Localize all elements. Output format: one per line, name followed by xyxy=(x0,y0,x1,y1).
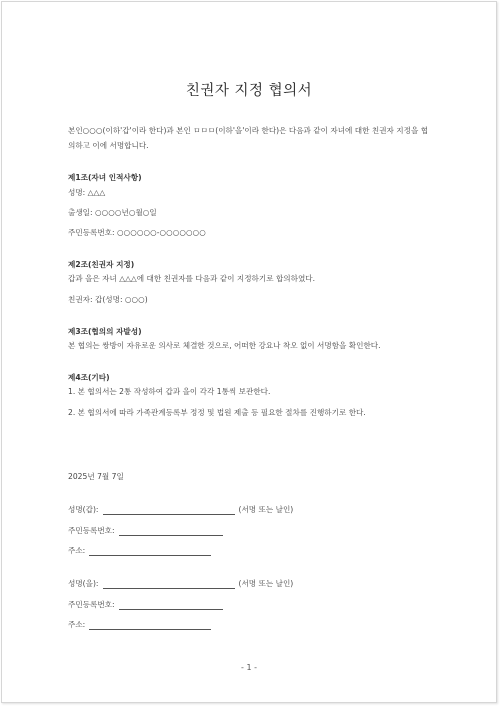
article2-heading: 제2조(친권자 지정) xyxy=(68,260,135,269)
child-id-number: 주민등록번호: ○○○○○○-○○○○○○○ xyxy=(68,228,206,237)
party-b-id-row xyxy=(68,599,227,610)
article4-item1: 1. 본 협의서는 2통 작성하여 갑과 을이 각각 1통씩 보관한다. xyxy=(68,387,271,396)
intro-paragraph: 본인○○○(이하'갑'이라 한다)과 본인 ㅁㅁㅁ(이하'을'이라 한다)은 다음과 같이 자녀에 대한 친권자 지정을 협의하고 이에 서명합니다. xyxy=(68,126,429,150)
party-a-name-label: 성명(갑): xyxy=(68,505,99,514)
article2-body: 갑과 을은 자녀 △△△에 대한 친권자를 다음과 같이 지정하기로 합의하였다. xyxy=(68,274,316,283)
article3-heading: 제3조(협의의 자발성) xyxy=(68,327,142,336)
party-b-id-field[interactable] xyxy=(119,601,223,610)
article3-body: 본 협의는 쌍방이 자유로운 의사로 체결한 것으로, 어떠한 강요나 착오 없이 서명함을 확인한다. xyxy=(68,341,381,350)
party-a-name-field[interactable] xyxy=(103,506,235,515)
document-date: 2025년 7월 7일 xyxy=(68,472,124,481)
party-a-address-label: 주소: xyxy=(68,546,86,555)
party-b-name-row xyxy=(68,578,293,589)
party-b-address-field[interactable] xyxy=(89,621,211,630)
party-b-name-label: 성명(을): xyxy=(68,579,99,588)
document-page xyxy=(1,1,497,703)
page-number: - 1 - xyxy=(241,663,257,672)
child-name: 성명: △△△ xyxy=(68,188,106,197)
party-a-id-field[interactable] xyxy=(119,527,223,536)
article4-item2: 2. 본 협의서에 따라 가족관계등록부 정정 및 법원 제출 등 필요한 절차를 진행하기로 한다. xyxy=(68,408,366,417)
party-a-id-row xyxy=(68,525,227,536)
party-b-address-row xyxy=(68,619,215,630)
party-b-sign-note: (서명 또는 날인) xyxy=(238,579,294,588)
article1-heading: 제1조(자녀 인적사항) xyxy=(68,173,142,182)
article4-heading: 제4조(기타) xyxy=(68,373,110,382)
child-birthdate: 출생일: ○○○○년○월○일 xyxy=(68,208,157,217)
party-a-sign-note: (서명 또는 날인) xyxy=(238,505,294,514)
party-b-address-label: 주소: xyxy=(68,620,86,629)
party-a-id-label: 주민등록번호: xyxy=(68,526,115,535)
custodian-line: 친권자: 갑(성명: ○○○) xyxy=(68,295,148,304)
party-b-id-label: 주민등록번호: xyxy=(68,600,115,609)
document-title: 친권자 지정 협의서 xyxy=(185,83,313,99)
party-a-address-row xyxy=(68,545,215,556)
party-a-name-row xyxy=(68,504,293,515)
party-b-name-field[interactable] xyxy=(103,580,235,589)
party-a-address-field[interactable] xyxy=(89,547,211,556)
